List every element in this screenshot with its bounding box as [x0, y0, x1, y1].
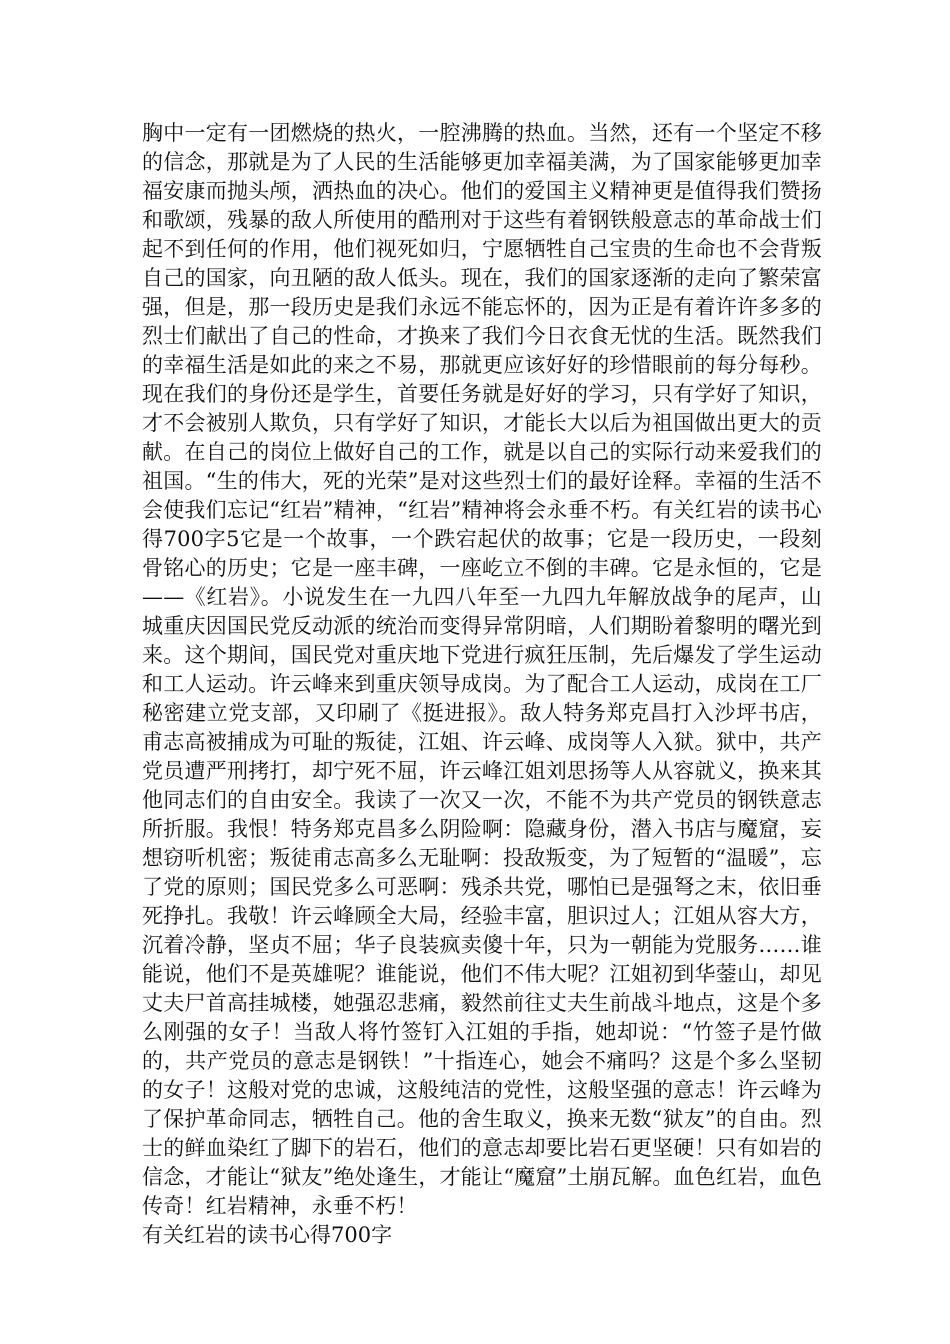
essay-body-paragraph: 胸中一定有一团燃烧的热火，一腔沸腾的热血。当然，还有一个坚定不移的信念，那就是为了人民的生活能够更加幸福美满，为了国家能够更加幸福安康而抛头颅，洒热血的决心。他们的爱国主义精神更是值得我们赞扬和歌颂，残暴的敌人所使用的酷刑对于这些有着钢铁般意志的革命战士们起不到任何的作用，他们视死如归，宁愿牺牲自己宝贵的生命也不会背叛自己的国家，向丑陋的敌人低头。现在，我们的国家逐渐的走向了繁荣富强，但是，那一段历史是我们永远不能忘怀的，因为正是有着许许多多的烈士们献出了自己的性命，才换来了我们今日衣食无忧的生活。既然我们的幸福生活是如此的来之不易，那就更应该好好的珍惜眼前的每分每秒。现在我们的身份还是学生，首要任务就是好好的学习，只有学好了知识，才不会被别人欺负，只有学好了知识，才能长大以后为祖国做出更大的贡献。在自己的岗位上做好自己的工作，就是以自己的实际行动来爱我们的祖国。“生的伟大，死的光荣”是对这些烈士们的最好诠释。幸福的生活不会使我们忘记“红岩”精神，“红岩”精神将会永垂不朽。有关红岩的读书心得700字5它是一个故事，一个跌宕起伏的故事；它是一段历史，一段刻骨铭心的历史；它是一座丰碑，一座屹立不倒的丰碑。它是永恒的，它是——《红岩》。小说发生在一九四八年至一九四九年解放战争的尾声，山城重庆因国民党反动派的统治而变得异常阴暗，人们期盼着黎明的曙光到来。这个期间，国民党对重庆地下党进行疯狂压制，先后爆发了学生运动和工人运动。许云峰来到重庆领导成岗。为了配合工人运动，成岗在工厂秘密建立党支部，又印刷了《挺进报》。敌人特务郑克昌打入沙坪书店，甫志高被捕成为可耻的叛徒，江姐、许云峰、成岗等人入狱。狱中，共产党员遭严刑拷打，却宁死不屈，许云峰江姐刘思扬等人从容就义，换来其他同志们的自由安全。我读了一次又一次，不能不为共产党员的钢铁意志所折服。我恨！特务郑克昌多么阴险啊：隐藏身份，潜入书店与魔窟，妄想窃听机密；叛徒甫志高多么无耻啊：投敌叛变，为了短暂的“温暖”，忘了党的原则；国民党多么可恶啊：残杀共党，哪怕已是强弩之末，依旧垂死挣扎。我敬！许云峰顾全大局，经验丰富，胆识过人；江姐从容大方，沉着冷静，坚贞不屈；华子良装疯卖傻十年，只为一朝能为党服务……谁能说，他们不是英雄呢？谁能说，他们不伟大呢？江姐初到华蓥山，却见丈夫尸首高挂城楼，她强忍悲痛，毅然前往丈夫生前战斗地点，这是个多么刚强的女子！当敌人将竹签钉入江姐的手指，她却说：“竹签子是竹做的，共产党员的意志是钢铁！”十指连心，她会不痛吗？这是个多么坚韧的女子！这般对党的忠诚，这般纯洁的党性，这般坚强的意志！许云峰为了保护革命同志，牺牲自己。他的舍生取义，换来无数“狱友”的自由。烈士的鲜血染红了脚下的岩石，他们的意志却要比岩石更坚硬！只有如岩的信念，才能让“狱友”绝处逢生，才能让“魔窟”土崩瓦解。血色红岩，血色传奇！红岩精神，永垂不朽！ [142, 121, 822, 1218]
essay-footer-title: 有关红岩的读书心得700字 [142, 1223, 393, 1247]
document-page [142, 119, 822, 1250]
